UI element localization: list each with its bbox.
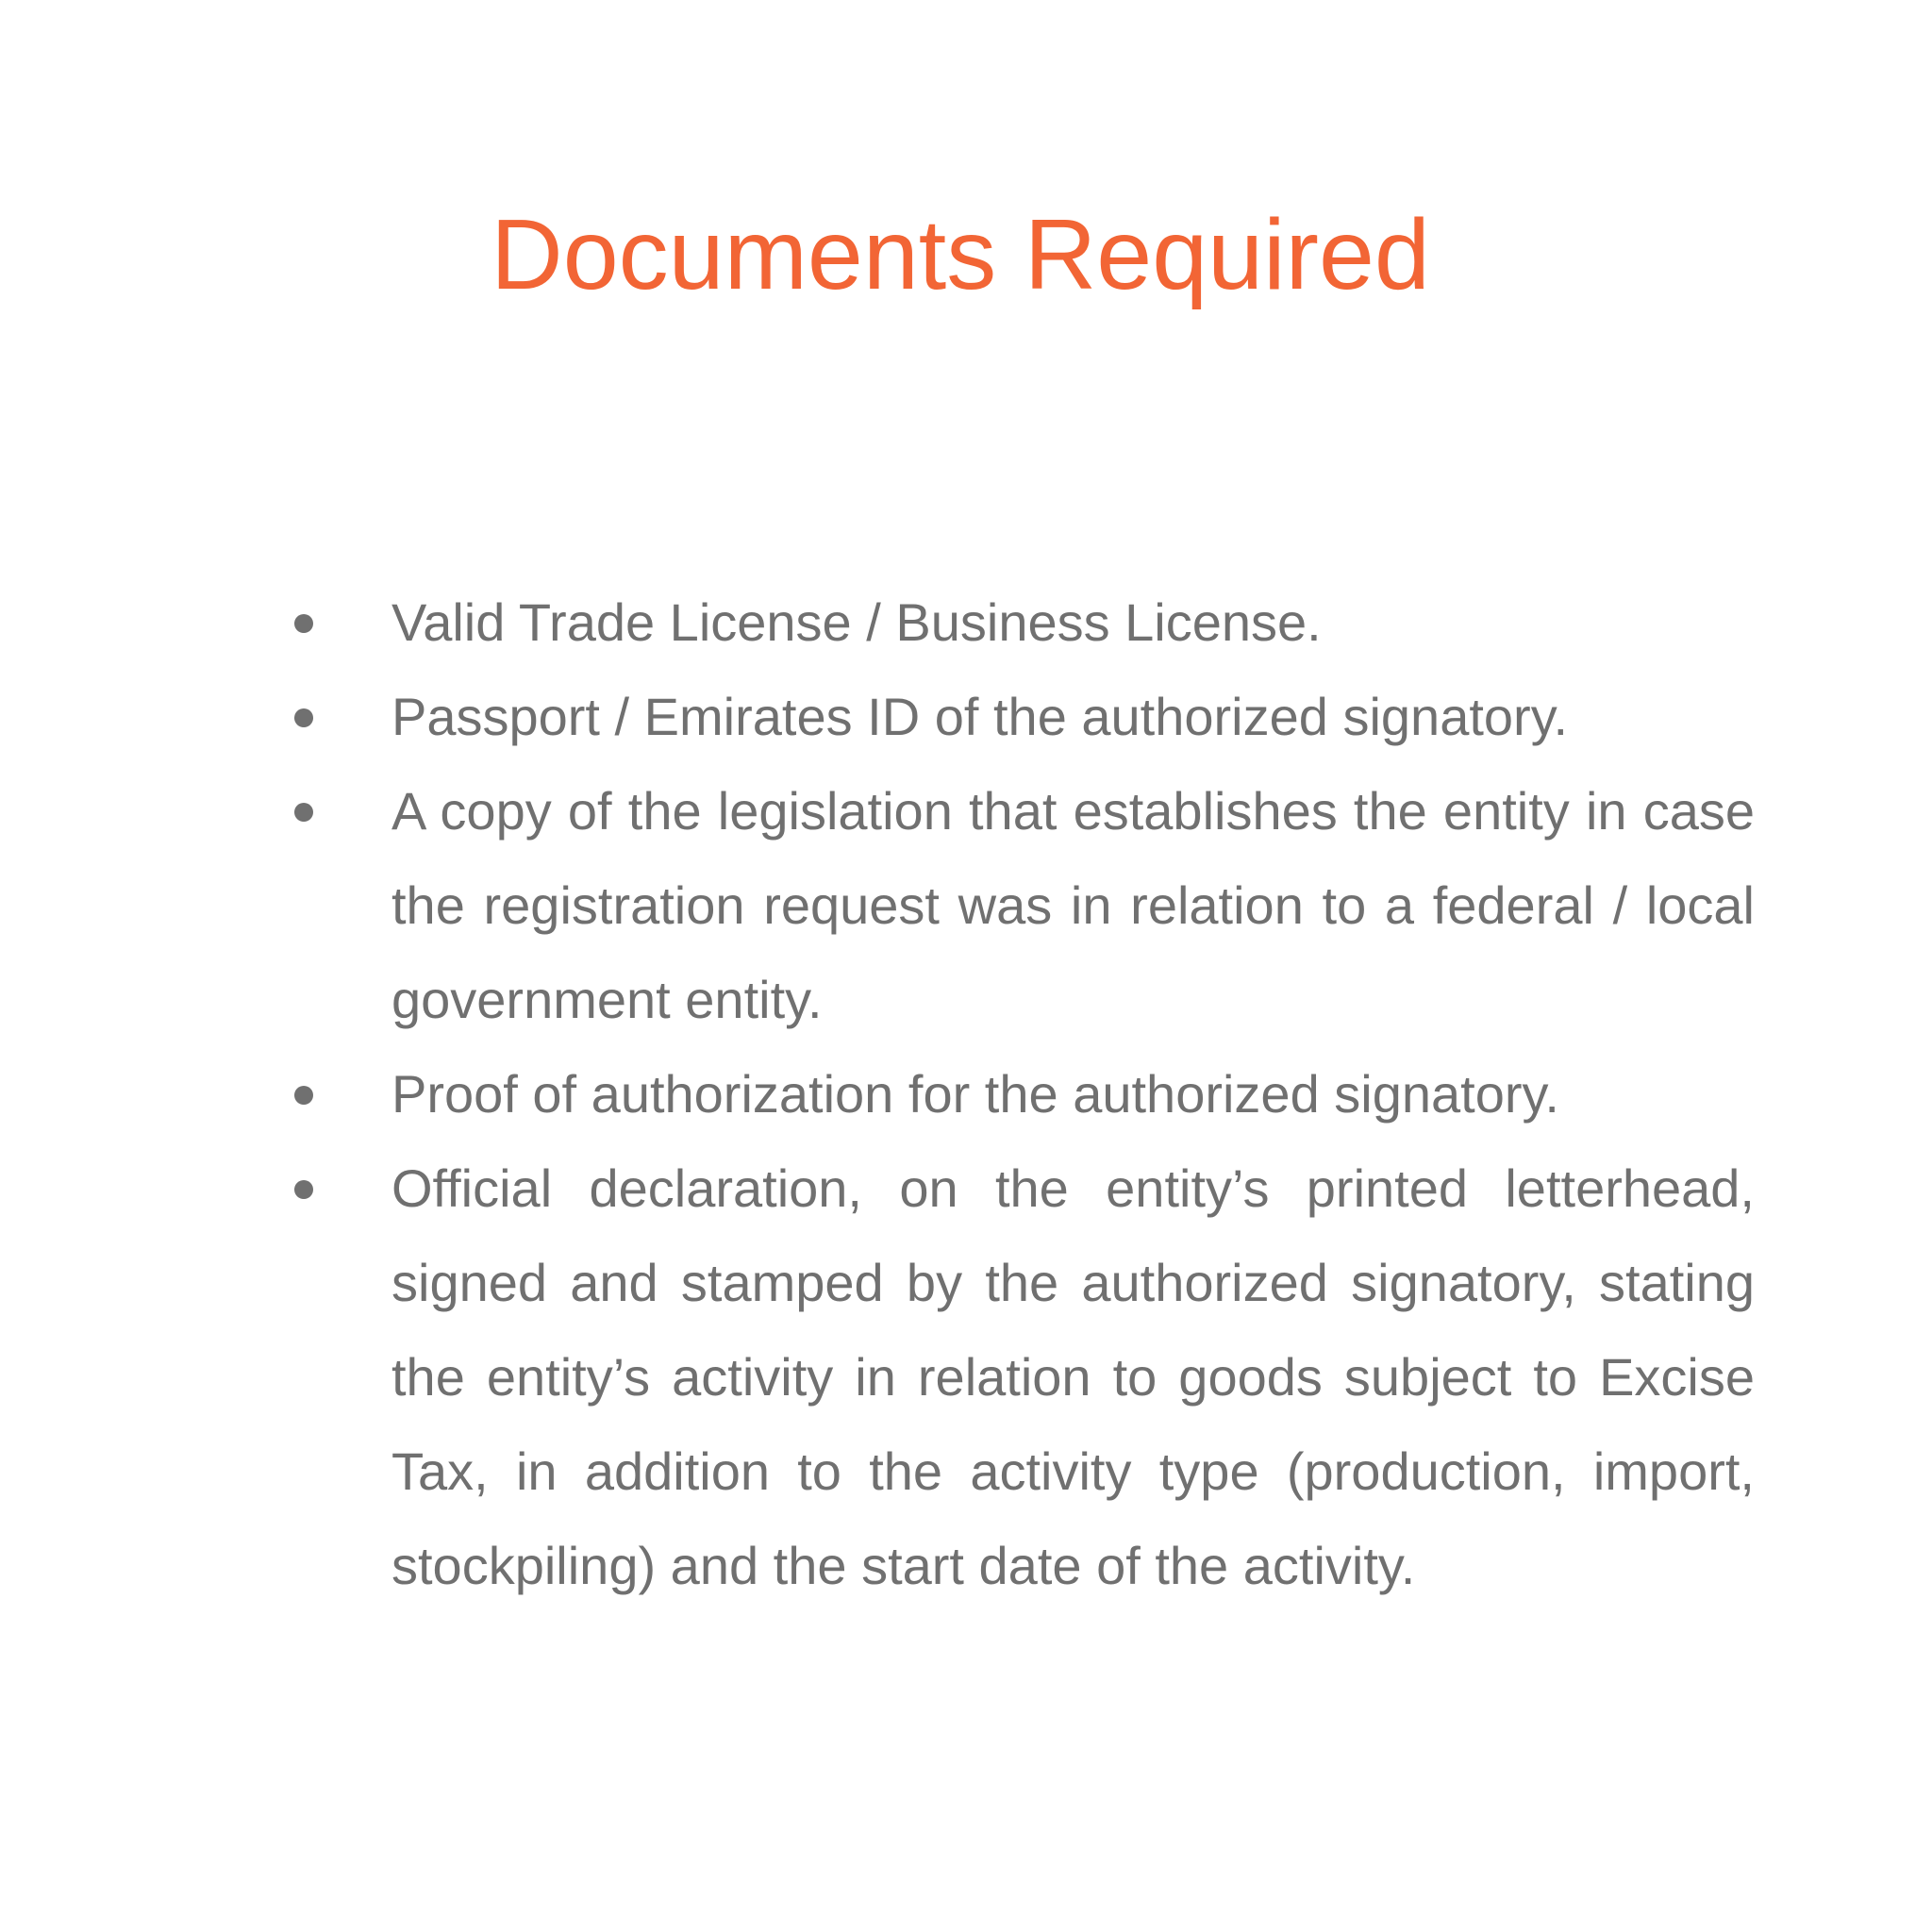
bullet-icon — [294, 1086, 313, 1105]
list-item — [283, 670, 1755, 764]
bullet-icon — [294, 708, 313, 727]
list-item-text: Official declaration, on the entity’s printed letterhead, signed and stamped by the authorized signatory, stating the entity’s activity in relation to goods subject to Excise Tax, in addition to the activity type (production, import, stockpiling) and the start date of the activity. — [391, 1158, 1755, 1595]
bullet-icon — [294, 1180, 313, 1199]
page-title-text: Documents Required — [491, 199, 1430, 310]
page-title — [0, 198, 1932, 311]
list-item — [283, 764, 1755, 1047]
list-item-text: Passport / Emirates ID of the authorized signatory. — [391, 687, 1569, 746]
bullet-icon — [294, 614, 313, 633]
list-item — [283, 575, 1755, 670]
documents-list — [283, 575, 1755, 1613]
list-item-text: Proof of authorization for the authorized signatory. — [391, 1064, 1559, 1124]
bullet-icon — [294, 803, 313, 822]
list-item — [283, 1047, 1755, 1141]
list-item — [283, 1141, 1755, 1613]
list-item-text: Valid Trade License / Business License. — [391, 592, 1322, 652]
list-item-text: A copy of the legislation that establishes the entity in case the registration request was in relation to a federal / local government entity. — [391, 781, 1755, 1029]
